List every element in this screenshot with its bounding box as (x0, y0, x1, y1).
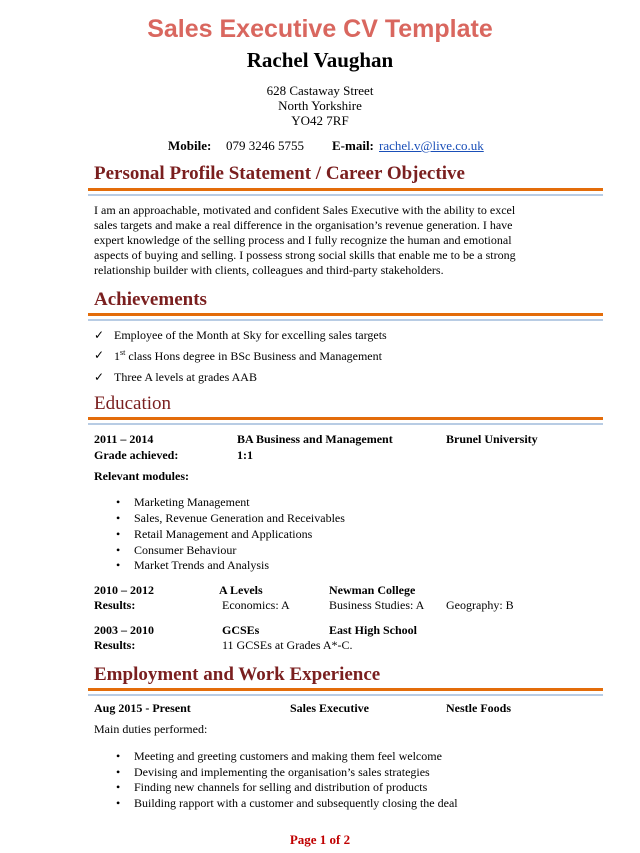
mobile-number: 079 3246 5755 (226, 138, 304, 153)
alevel-institution: Newman College (329, 583, 416, 597)
modules-label: Relevant modules: (94, 469, 189, 483)
checkmark-icon: ✓ (94, 370, 105, 384)
document-title: Sales Executive CV Template (147, 15, 493, 43)
profile-line: relationship builder with clients, colleagues and third-party stakeholders. (94, 263, 444, 277)
profile-line: expert knowledge of the selling process and I fully recognize the human and emotional (94, 233, 512, 247)
degree-title: BA Business and Management (237, 432, 393, 446)
section-heading-profile: Personal Profile Statement / Career Objective (94, 163, 465, 184)
page-number: Page 1 of 2 (289, 832, 351, 847)
profile-line: I am an approachable, motivated and confident Sales Executive with the ability to excel (94, 203, 516, 217)
grade-label: Grade achieved: (94, 448, 179, 462)
alevel-years: 2010 – 2012 (94, 583, 154, 597)
module-item: • Retail Management and Applications (134, 527, 312, 542)
email-label: E-mail: (332, 138, 374, 153)
section-heading-education: Education (94, 393, 172, 414)
duty-item: • Finding new channels for selling and distribution of products (134, 780, 427, 795)
duty-item: • Devising and implementing the organisation’s sales strategies (134, 765, 430, 780)
gcse-results: 11 GCSEs at Grades A*-C. (222, 638, 353, 652)
gcse-institution: East High School (329, 623, 418, 637)
address-line-3: YO42 7RF (291, 113, 349, 128)
section-rule (88, 188, 603, 191)
module-item: • Sales, Revenue Generation and Receivables (134, 511, 345, 526)
profile-line: sales targets and make a real difference in the organisation’s revenue generation. I have (94, 218, 513, 232)
section-heading-achievements: Achievements (94, 289, 207, 310)
candidate-name: Rachel Vaughan (246, 48, 394, 72)
module-item: • Market Trends and Analysis (134, 558, 269, 573)
duty-item: • Building rapport with a customer and subsequently closing the deal (134, 796, 458, 811)
mobile-label: Mobile: (168, 138, 212, 153)
alevel-result: Business Studies: A (329, 598, 425, 612)
achievement-item: 1st class Hons degree in BSc Business and Management (114, 348, 382, 363)
achievement-item: Three A levels at grades AAB (114, 370, 257, 384)
employment-role: Sales Executive (290, 701, 369, 715)
address-line-2: North Yorkshire (278, 98, 362, 113)
alevel-title: A Levels (219, 583, 263, 597)
checkmark-icon: ✓ (94, 328, 105, 342)
section-rule-secondary (88, 694, 603, 696)
module-item: • Consumer Behaviour (134, 543, 236, 558)
email-link[interactable]: rachel.v@live.co.uk (379, 138, 484, 153)
profile-line: aspects of buying and selling. I possess strong social skills that enable me to be a strong (94, 248, 516, 262)
section-rule (88, 313, 603, 316)
employment-period: Aug 2015 - Present (94, 701, 191, 715)
gcse-years: 2003 – 2010 (94, 623, 154, 637)
degree-institution: Brunel University (446, 432, 538, 446)
alevel-result: Economics: A (222, 598, 290, 612)
gcse-title: GCSEs (222, 623, 260, 637)
section-heading-employment: Employment and Work Experience (94, 664, 381, 685)
section-rule (88, 688, 603, 691)
duties-label: Main duties performed: (94, 722, 208, 736)
duty-item: • Meeting and greeting customers and making them feel welcome (134, 749, 442, 764)
section-rule (88, 417, 603, 420)
grade-value: 1:1 (237, 448, 253, 462)
degree-years: 2011 – 2014 (94, 432, 154, 446)
gcse-results-label: Results: (94, 638, 136, 652)
section-rule-secondary (88, 194, 603, 196)
achievement-item: Employee of the Month at Sky for excelling sales targets (114, 328, 387, 342)
section-rule-secondary (88, 423, 603, 425)
alevel-result: Geography: B (446, 598, 514, 612)
checkmark-icon: ✓ (94, 348, 105, 362)
employment-employer: Nestle Foods (446, 701, 511, 715)
section-rule-secondary (88, 319, 603, 321)
module-item: • Marketing Management (134, 495, 250, 510)
alevel-results-label: Results: (94, 598, 136, 612)
address-line-1: 628 Castaway Street (266, 83, 374, 98)
